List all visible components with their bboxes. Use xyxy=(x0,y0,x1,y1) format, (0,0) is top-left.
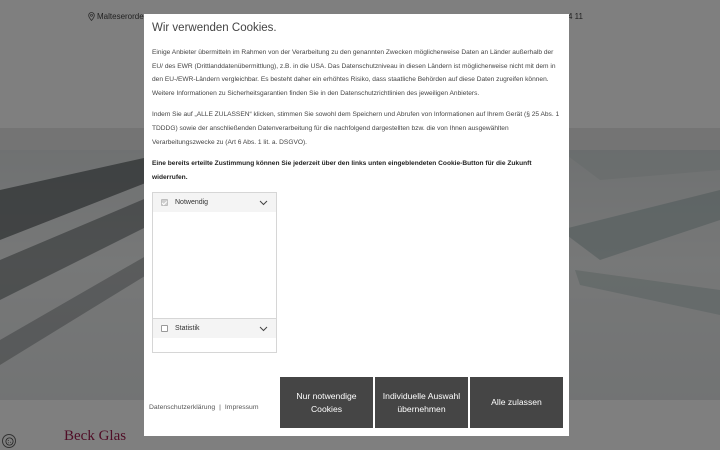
cookie-dialog-content[interactable] xyxy=(144,14,569,378)
chevron-down-icon[interactable] xyxy=(259,324,268,333)
cookie-dialog-title: Wir verwenden Cookies. xyxy=(152,22,277,34)
category-statistics-label: Statistik xyxy=(175,325,200,333)
consent-explanation: Indem Sie auf „ALLE ZULASSEN“ klicken, stimmen Sie sowohl dem Speichern und Abrufen von Informationen auf Ihrem Gerät (§ 25 Abs. 1 TDDDG) sowie der anschließenden Datenverarbeitung für die nachfolgend dargestellten bzw. die von Ihnen ausgewählten Verarbeitungszwecke zu (Art 6 Abs. 1 lit. a. DSGVO). xyxy=(152,111,560,146)
save-selection-button[interactable]: Individuelle Auswahl übernehmen xyxy=(375,377,468,428)
imprint-link[interactable]: Impressum xyxy=(224,404,259,411)
category-necessary-label: Notwendig xyxy=(175,199,209,207)
category-statistics xyxy=(153,319,276,352)
privacy-policy-link[interactable]: Datenschutzerklärung xyxy=(149,404,216,411)
category-necessary xyxy=(153,193,276,319)
data-transfer-notice: Einige Anbieter übermitteln im Rahmen von der Verarbeitung zu den genannten Zwecken möglicherweise Daten an Länder außerhalb der EU/ des EWR (Drittlanddatenübermittlung), z.B. in die USA. Das Datenschutzniveau in diesen Ländern ist möglicherweise nicht mit dem in den EU-/EWR-Ländern vergleichbar. Es besteht daher ein erhöhtes Risiko, dass staatliche Behörden auf diese Daten zugreifen können. Weitere Informationen zu Sicherheitsgarantien finden Sie in den Datenschutzrichtlinien des jeweiligen Anbieters. xyxy=(152,49,556,97)
cookie-category-list xyxy=(152,192,277,353)
accept-all-button[interactable]: Alle zulassen xyxy=(470,377,563,428)
statistics-checkbox[interactable] xyxy=(161,325,168,332)
category-statistics-details xyxy=(153,338,276,352)
category-necessary-details xyxy=(153,212,276,318)
chevron-down-icon[interactable] xyxy=(259,198,268,207)
cookie-consent-dialog xyxy=(144,14,569,436)
necessary-cookies-button[interactable]: Nur notwendige Cookies xyxy=(280,377,373,428)
footer-links xyxy=(149,404,259,411)
category-necessary-header[interactable] xyxy=(153,193,276,212)
necessary-checkbox xyxy=(161,199,168,206)
link-separator: | xyxy=(219,404,221,411)
category-statistics-header[interactable] xyxy=(153,319,276,338)
revocation-notice: Eine bereits erteilte Zustimmung können Sie jederzeit über den links unten eingeblendeten Cookie-Button für die Zukunft widerrufen. xyxy=(152,160,532,181)
